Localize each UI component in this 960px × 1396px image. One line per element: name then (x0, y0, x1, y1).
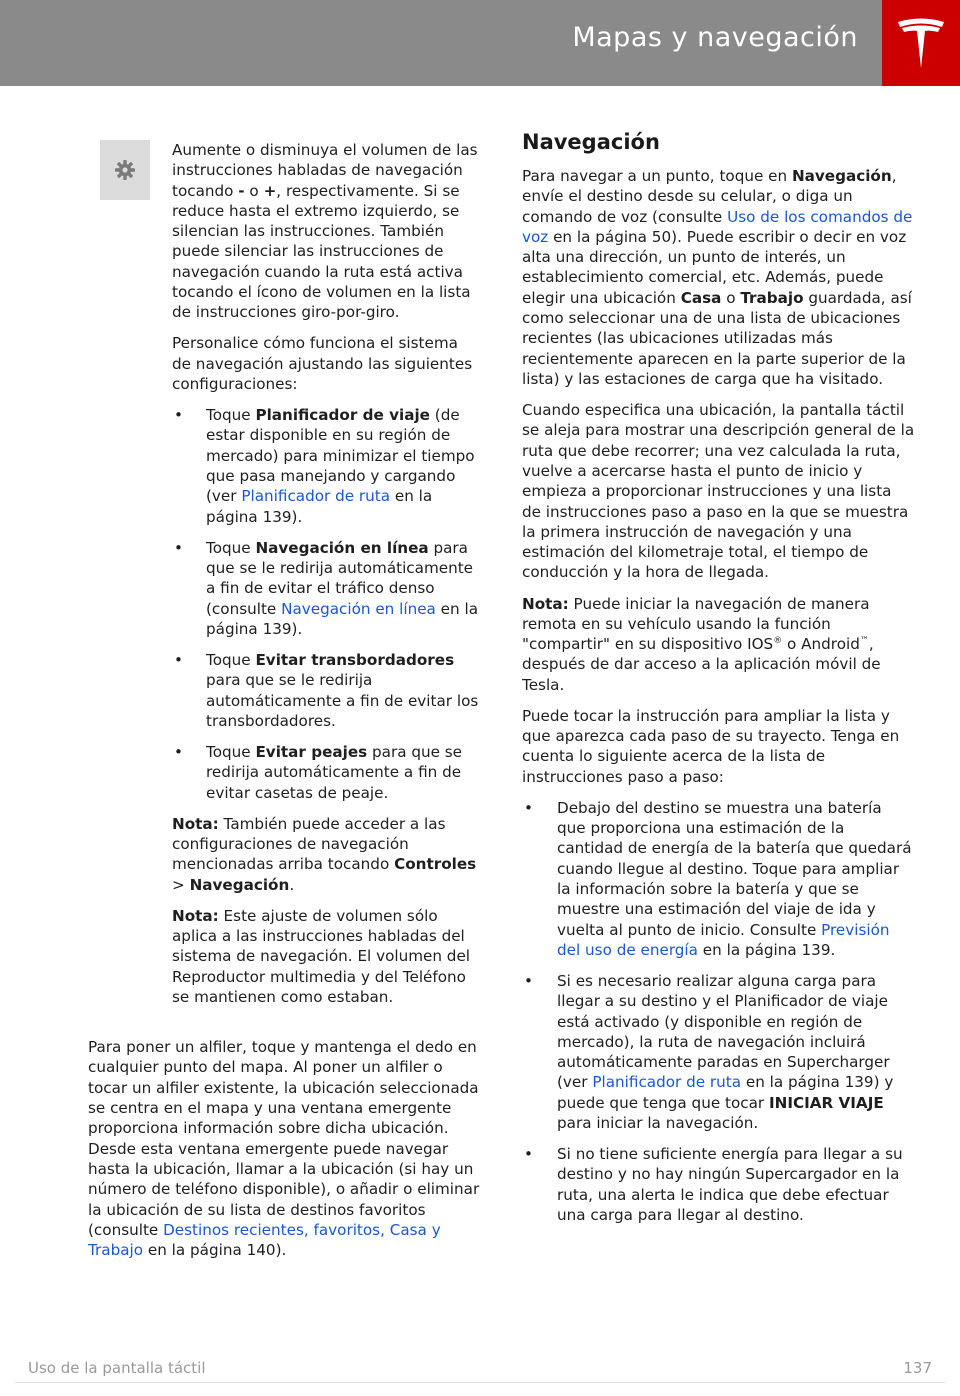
section-title: Navegación (522, 130, 660, 154)
footer-divider (14, 1382, 946, 1383)
list-item: • Toque Navegación en línea para que se le redirija automáticamente a fin de evitar el tráfico denso (consulte Navegación en línea en la página 139). (174, 538, 479, 638)
settings-gear-icon (100, 140, 150, 200)
volume-note (88, 140, 480, 1007)
list-item: • Debajo del destino se muestra una batería que proporciona una estimación de la cantidad de energía de la batería que quedará cuando llegue al destino. Toque para ampliar la información sobre la batería y que se muestre una estimación del viaje de ida y vuelta al punto de inicio. Consulte Previsión del uso de energía en la página 139. (524, 798, 912, 959)
footer-section: Uso de la pantalla táctil (28, 1359, 206, 1377)
tesla-logo (882, 0, 960, 86)
link-route-planner[interactable]: Planificador de ruta (592, 1073, 742, 1092)
list-item: • Si es necesario realizar alguna carga para llegar a su destino y el Planificador de viaje está activado (y disponible en región de mercado), la ruta de navegación incluirá automáticamente paradas en Supercharger (ver Planificador de ruta en la página 139) y puede que tenga que tocar INICIAR VIAJE para iniciar la navegación. (524, 971, 894, 1133)
header-title: Mapas y navegación (572, 22, 858, 53)
left-column (88, 140, 480, 1271)
list-item: • Si no tiene suficiente energía para llegar a su destino y no hay ningún Supercargador en la ruta, una alerta le indica que debe efectuar una carga para llegar al destino. (524, 1145, 903, 1225)
link-recent-destinations[interactable]: Destinos recientes, favoritos, Casa y Trabajo (88, 1220, 441, 1260)
turn-list-notes (522, 798, 915, 1226)
volume-instructions: Aumente o disminuya el volumen de las instrucciones habladas de navegación tocando - o +, respectivamente. Si se reduce hasta el extremo izquierdo, se silencian las instrucciones. También puede silenciar las instrucciones de navegación cuando la ruta está activa tocando el ícono de volumen en la lista de instrucciones giro-por-giro. (172, 141, 478, 322)
plus-symbol: + (263, 181, 277, 200)
tesla-logo-icon (896, 16, 946, 70)
settings-list (172, 405, 480, 803)
list-item: • Toque Planificador de viaje (de estar disponible en su región de mercado) para minimizar el tiempo que pasa manejando y cargando (ver Planificador de ruta en la página 139). (174, 406, 475, 526)
link-energy-prediction[interactable]: Previsión del uso de energía (557, 920, 890, 959)
right-column (522, 128, 915, 1236)
link-voice-commands[interactable]: Uso de los comandos de voz (522, 207, 913, 246)
link-trip-planner[interactable]: Planificador de ruta (241, 487, 391, 506)
customize-intro: Personalice cómo funciona el sistema de navegación ajustando las siguientes configuraciones: (172, 334, 473, 394)
turn-list-intro: Puede tocar la instrucción para ampliar la lista y que aparezca cada paso de su trayecto. Tenga en cuenta lo siguiente acerca de la lista de instrucciones paso a paso: (522, 706, 900, 786)
minus-symbol: - (238, 181, 245, 200)
pin-paragraph: Para poner un alfiler, toque y mantenga el dedo en cualquier punto del mapa. Al poner un alfiler o tocar un alfiler existente, la ubicación seleccionada se centra en el mapa y una ventana emergente proporciona información sobre dicha ubicación. Desde esta ventana emergente puede navegar hasta la ubicación, llamar a la ubicación (si hay un número de teléfono disponible), o añadir o eliminar la ubicación de su lista de destinos favoritos (consulte Destinos recientes, favoritos, Casa y Trabajo en la página 140). (88, 1038, 480, 1260)
note-volume: Nota: Este ajuste de volumen sólo aplica a las instrucciones habladas del sistema de navegación. El volumen del Reproductor multimedia y del Teléfono se mantienen como estaban. (172, 906, 471, 1006)
link-online-navigation[interactable]: Navegación en línea (281, 599, 436, 618)
note-controls: Nota: También puede acceder a las configuraciones de navegación mencionadas arriba tocando Controles > Navegación. (172, 814, 477, 894)
navigation-intro: Para navegar a un punto, toque en Navegación, envíe el destino desde su celular, o diga un comando de voz (consulte Uso de los comandos de voz en la página 50). Puede escribir o decir en voz alta una dirección, un punto de interés, un establecimiento comercial, etc. Además, puede elegir una ubicación Casa o Trabajo guardada, así como seleccionar una de una lista de ubicaciones recientes (las ubicaciones utilizadas más recientemente aparecen en la parte superior de la lista) y las estaciones de carga que ha visitado. (522, 167, 913, 388)
page-number: 137 (903, 1359, 932, 1377)
note-remote: Nota: Puede iniciar la navegación de manera remota en su vehículo usando la función "compartir" en su dispositivo IOS® o Android™, después de dar acceso a la aplicación móvil de Tesla. (522, 594, 881, 694)
list-item: • Toque Evitar transbordadores para que se le redirija automáticamente a fin de evitar los transbordadores. (174, 651, 479, 730)
page-header (0, 0, 960, 86)
route-overview-paragraph: Cuando especifica una ubicación, la pantalla táctil se aleja para mostrar una descripción general de la ruta que debe recorrer; una vez calculada la ruta, vuelve a acercarse hasta el punto de inicio y empieza a proporcionar instrucciones y una lista de instrucciones paso a paso en la que se muestra la primera instrucción de navegación y una estimación del kilometraje total, el tiempo de conducción y la hora de llegada. (522, 401, 915, 582)
list-item: • Toque Evitar peajes para que se redirija automáticamente a fin de evitar casetas de peaje. (174, 743, 463, 802)
